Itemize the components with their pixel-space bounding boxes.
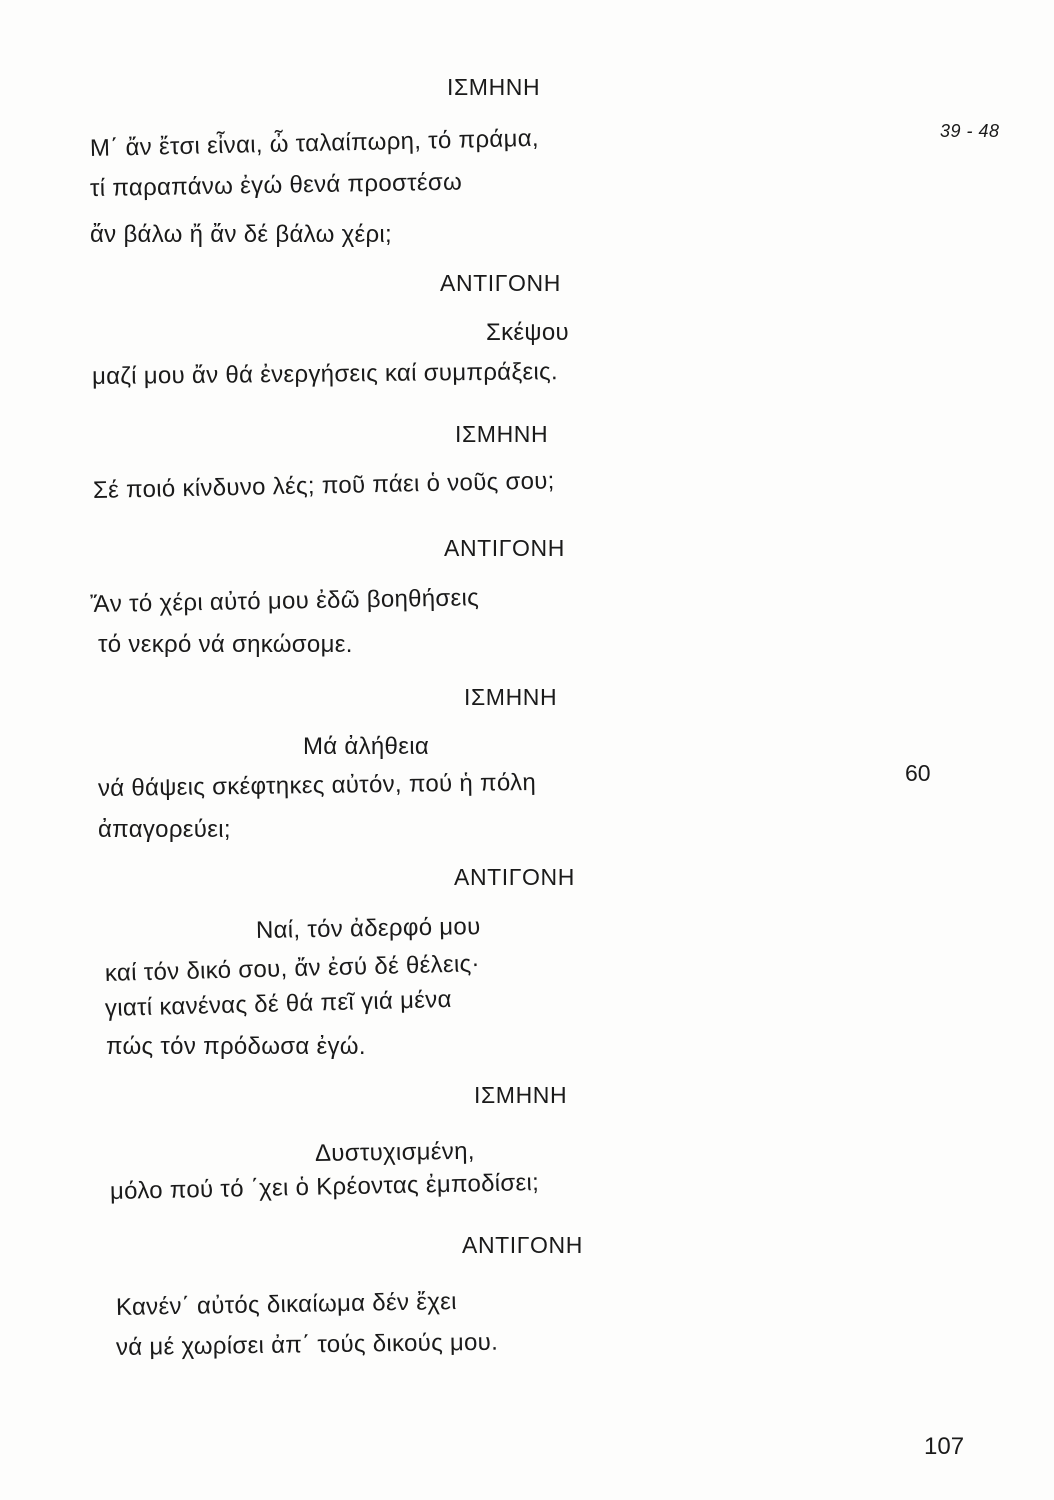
line-range: 39 - 48 — [940, 121, 1000, 141]
speaker-name: ΙΣΜΗΝΗ — [455, 421, 549, 447]
verse-line: γιατί κανένας δέ θά πεῖ γιά μένα — [104, 985, 453, 1022]
speaker-name: ΑΝΤΙΓΟΝΗ — [440, 270, 561, 296]
verse-line: Σέ ποιό κίνδυνο λές; ποῦ πάει ὁ νοῦς σου; — [92, 467, 555, 504]
verse-line: καί τόν δικό σου, ἄν ἐσύ δέ θέλεις· — [104, 950, 481, 987]
verse-line: νά μέ χωρίσει ἀπ΄ τούς δικούς μου. — [115, 1328, 499, 1361]
verse-line: τί παραπάνω ἐγώ θενά προστέσω — [89, 168, 463, 202]
verse-line: ἄν βάλω ἤ ἄν δέ βάλω χέρι; — [90, 221, 393, 248]
verse-line: Δυστυχισμένη, — [314, 1137, 475, 1167]
speaker-name: ΑΝΤΙΓΟΝΗ — [462, 1232, 583, 1258]
verse-line: μαζί μου ἄν θά ἐνεργήσεις καί συμπράξεις. — [91, 358, 559, 390]
verse-line: Μ΄ ἄν ἔτσι εἶναι, ὦ ταλαίπωρη, τό πράμα, — [89, 124, 540, 162]
verse-line: νά θάψεις σκέφτηκες αὐτόν, πού ἡ πόλη — [97, 768, 537, 802]
speaker-name: ΑΝΤΙΓΟΝΗ — [454, 864, 575, 890]
verse-line: μόλο πού τό ΄χει ὁ Κρέοντας ἐμποδίσει; — [109, 1169, 540, 1205]
verse-line: τό νεκρό νά σηκώσομε. — [98, 631, 353, 658]
line-number-marker: 60 — [905, 760, 931, 786]
verse-line: Σκέψου — [486, 319, 569, 346]
verse-line: Ἄν τό χέρι αὐτό μου ἐδῶ βοηθήσεις — [89, 584, 480, 618]
speaker-name: ΑΝΤΙΓΟΝΗ — [444, 535, 565, 561]
page-number: 107 — [924, 1433, 965, 1460]
speaker-name: ΙΣΜΗΝΗ — [447, 74, 541, 100]
verse-line: πώς τόν πρόδωσα ἐγώ. — [106, 1033, 366, 1060]
verse-line: Μά ἀλήθεια — [303, 733, 430, 760]
speaker-name: ΙΣΜΗΝΗ — [464, 684, 558, 710]
verse-line: ἀπαγορεύει; — [98, 816, 231, 843]
verse-line: Κανέν΄ αὐτός δικαίωμα δέν ἔχει — [115, 1288, 457, 1321]
speaker-name: ΙΣΜΗΝΗ — [474, 1082, 568, 1108]
verse-line: Ναί, τόν ἀδερφό μου — [255, 913, 481, 944]
